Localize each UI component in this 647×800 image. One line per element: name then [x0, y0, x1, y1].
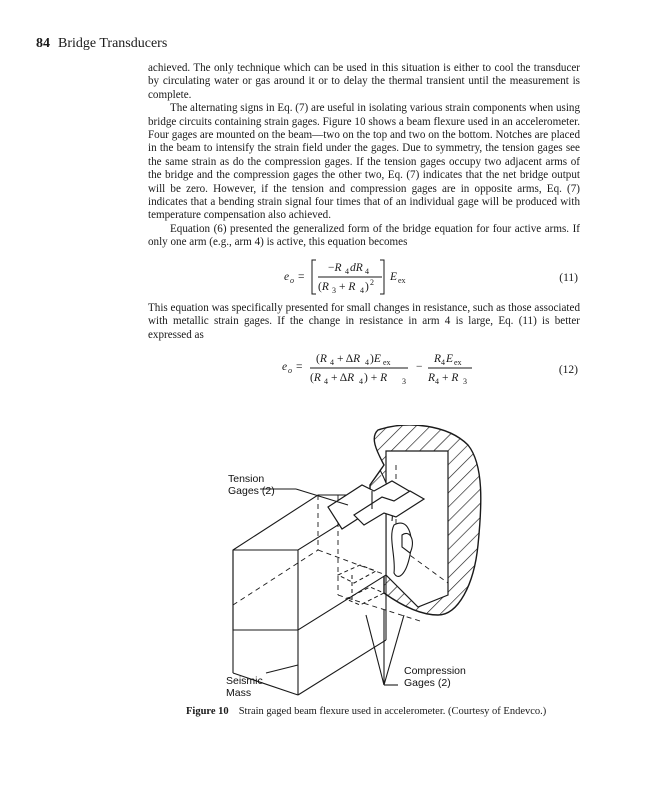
paragraph: Equation (6) presented the generalized form of the bridge equation for four active arms. If only one arm (e.g., arm 4) is active, this equation becomes [148, 222, 580, 249]
svg-text:−: − [416, 360, 423, 373]
compression-label-line1: Compression [404, 665, 466, 677]
svg-text:(R: (R [316, 352, 327, 365]
equation-11-number: (11) [559, 271, 578, 284]
svg-text:−R: −R [328, 261, 342, 274]
tension-gages-label [228, 473, 275, 497]
svg-text:) + R: ) + R [364, 371, 388, 384]
svg-text:E: E [390, 270, 398, 283]
tension-label-line1: Tension [228, 473, 265, 485]
paragraph: achieved. The only technique which can be used in this situation is either to cool the transducer by circulating water or gas around it or to delay the thermal transient until the measurement is complete. [148, 62, 580, 101]
running-title: Bridge Transducers [58, 36, 168, 51]
svg-text:E: E [446, 352, 454, 365]
equation-11-formula [284, 250, 544, 302]
equation-11 [148, 250, 580, 302]
svg-text:(R: (R [318, 280, 329, 293]
svg-text:+ ΔR: + ΔR [331, 371, 355, 384]
svg-text:4: 4 [365, 266, 369, 276]
svg-text:4: 4 [359, 376, 363, 386]
svg-text:ex: ex [383, 357, 391, 367]
svg-text:)E: )E [370, 352, 381, 365]
seismic-mass-label [226, 675, 263, 699]
svg-text:4: 4 [324, 376, 328, 386]
svg-text:3: 3 [402, 376, 406, 386]
svg-text:ex: ex [454, 357, 462, 367]
figure-10 [148, 425, 580, 700]
tension-label-line2: Gages (2) [228, 485, 275, 497]
svg-text:): ) [365, 280, 369, 293]
paragraph: This equation was specifically presented for small changes in resistance, such as those associated with metallic strain gages. If the change in resistance in arm 4 is large, Eq. (11) is better expressed as [148, 301, 580, 341]
figure-caption [186, 706, 546, 717]
svg-text:3: 3 [463, 376, 467, 386]
svg-text:4: 4 [345, 266, 349, 276]
svg-text:R: R [434, 352, 442, 365]
svg-text:2: 2 [370, 277, 374, 287]
svg-text:+ R: + R [339, 280, 356, 293]
seismic-label-line2: Mass [226, 687, 252, 699]
paragraph: The alternating signs in Eq. (7) are useful in isolating various strain components when using bridge circuits containing strain gages. Figure 10 shows a beam flexure used in an accelerometer. Four gages are mounted on the beam—two on the top and two on the bottom. Notches are placed in the beam to intensify the strain field under the gages. Due to symmetry, the tension gages see the same strain as do the compression gages. If the tension gages occupy two adjacent arms of the bridge and the compression gages the other two, Eq. (7) indicates that the net bridge output will be zero. However, if the tension and compression gages are in opposite arms, Eq. (7) indicates that a bending strain signal four times that of an individual gage will be produced with temperature compensation also achieved. [148, 102, 580, 222]
svg-text:4: 4 [330, 357, 334, 367]
seismic-label-line1: Seismic [226, 675, 263, 687]
svg-text:4: 4 [435, 376, 439, 386]
equation-12-formula [282, 342, 582, 394]
svg-text:ex: ex [398, 275, 406, 285]
svg-text:+ ΔR: + ΔR [337, 352, 361, 365]
svg-text:=: = [298, 270, 305, 283]
page-header [36, 36, 167, 52]
svg-text:e: e [284, 270, 290, 283]
figure-caption-text: Strain gaged beam flexure used in accelerometer. (Courtesy of Endevco.) [238, 706, 547, 717]
svg-text:(R: (R [310, 371, 321, 384]
body-text [148, 62, 580, 394]
equation-12 [148, 342, 580, 394]
svg-text:o: o [288, 365, 292, 375]
svg-text:3: 3 [332, 285, 336, 295]
svg-text:=: = [296, 360, 303, 373]
compression-gages-label [404, 665, 466, 689]
svg-text:4: 4 [360, 285, 364, 295]
equation-12-number: (12) [558, 363, 578, 376]
svg-text:R: R [428, 371, 436, 384]
figure-caption-label: Figure 10 [186, 706, 229, 717]
svg-text:e: e [282, 360, 288, 373]
beam-flexure-diagram [148, 425, 580, 700]
compression-label-line2: Gages (2) [404, 677, 451, 689]
svg-text:4: 4 [365, 357, 369, 367]
page-number: 84 [36, 36, 50, 51]
svg-text:+ R: + R [442, 371, 459, 384]
svg-text:dR: dR [350, 261, 363, 274]
svg-text:o: o [290, 275, 294, 285]
svg-text:4: 4 [441, 357, 445, 367]
